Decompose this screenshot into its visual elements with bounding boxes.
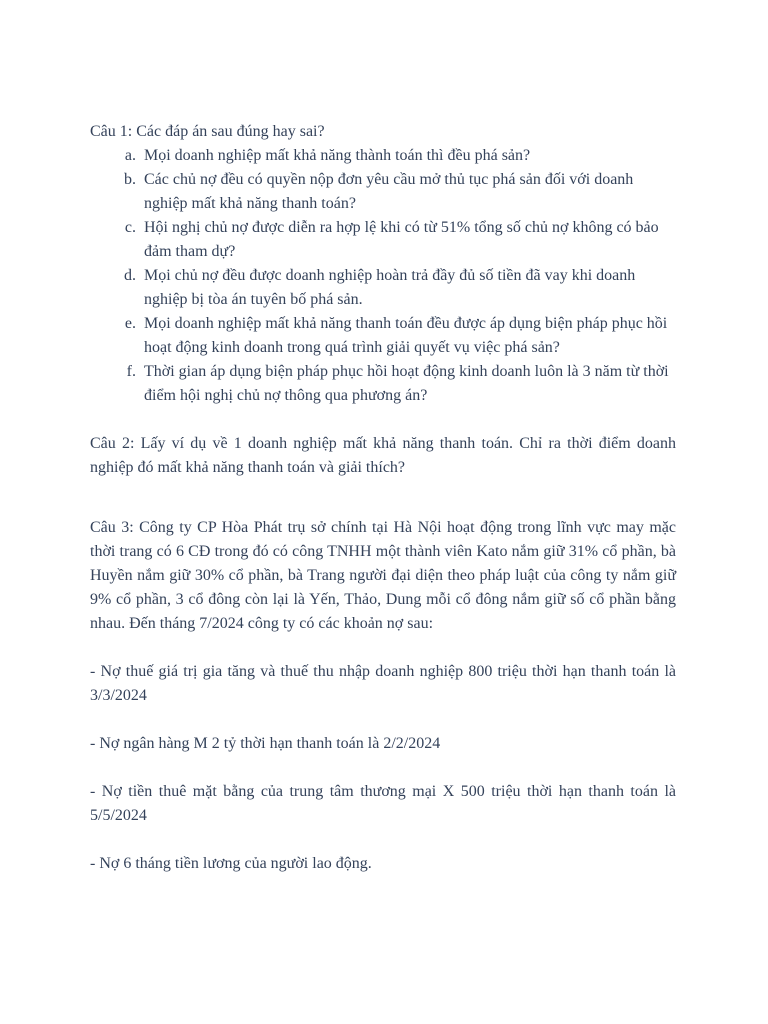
option-letter: e. xyxy=(124,315,136,332)
spacer xyxy=(90,480,676,516)
option-letter: c. xyxy=(124,219,136,236)
option-letter: f. xyxy=(126,363,136,380)
spacer xyxy=(90,756,676,780)
option-f xyxy=(90,360,676,408)
option-d xyxy=(90,264,676,312)
spacer xyxy=(90,636,676,660)
question-2-text: Câu 2: Lấy ví dụ về 1 doanh nghiệp mất khả năng thanh toán. Chỉ ra thời điểm doanh nghiệp đó mất khả năng thanh toán và giải thích? xyxy=(90,435,676,476)
option-text: Mọi doanh nghiệp mất khả năng thành toán thì đều phá sản? xyxy=(144,147,531,164)
option-letter: d. xyxy=(124,267,136,284)
option-text: Mọi chủ nợ đều được doanh nghiệp hoàn trả đầy đủ số tiền đã vay khi doanh nghiệp bị tòa án tuyên bố phá sản. xyxy=(144,267,636,308)
debt-item: - Nợ tiền thuê mặt bằng của trung tâm thương mại X 500 triệu thời hạn thanh toán là 5/5/2024 xyxy=(90,783,676,824)
debt-item: - Nợ 6 tháng tiền lương của người lao động. xyxy=(90,855,372,872)
question-1-heading: Câu 1: Các đáp án sau đúng hay sai? xyxy=(90,123,325,140)
question-3-text: Câu 3: Công ty CP Hòa Phát trụ sở chính tại Hà Nội hoạt động trong lĩnh vực may mặc thời trang có 6 CĐ trong đó có công TNHH một thành viên Kato nắm giữ 31% cổ phần, bà Huyền nắm giữ 30% cổ phần, bà Trang người đại diện theo pháp luật của công ty nắm giữ 9% cổ phần, 3 cổ đông còn lại là Yến, Thảo, Dung mỗi cổ đông nắm giữ số cổ phần bằng nhau. Đến tháng 7/2024 công ty có các khoản nợ sau: xyxy=(90,519,676,632)
document-content xyxy=(90,120,676,876)
option-text: Các chủ nợ đều có quyền nộp đơn yêu cầu mở thủ tục phá sản đối với doanh nghiệp mất khả năng thanh toán? xyxy=(144,171,634,212)
question-1-options xyxy=(90,144,676,408)
spacer xyxy=(90,408,676,432)
option-text: Thời gian áp dụng biện pháp phục hồi hoạt động kinh doanh luôn là 3 năm từ thời điểm hội nghị chủ nợ thông qua phương án? xyxy=(144,363,669,404)
spacer xyxy=(90,828,676,852)
debt-item: - Nợ ngân hàng M 2 tỷ thời hạn thanh toán là 2/2/2024 xyxy=(90,735,441,752)
spacer xyxy=(90,708,676,732)
option-text: Mọi doanh nghiệp mất khả năng thanh toán đều được áp dụng biện pháp phục hồi hoạt động kinh doanh trong quá trình giải quyết vụ việc phá sản? xyxy=(144,315,668,356)
option-b xyxy=(90,168,676,216)
debt-item: - Nợ thuế giá trị gia tăng và thuế thu nhập doanh nghiệp 800 triệu thời hạn thanh toán là 3/3/2024 xyxy=(90,663,676,704)
option-e xyxy=(90,312,676,360)
option-letter: a. xyxy=(124,147,136,164)
option-a xyxy=(90,144,676,168)
option-letter: b. xyxy=(124,171,136,188)
option-text: Hội nghị chủ nợ được diễn ra hợp lệ khi có từ 51% tổng số chủ nợ không có bảo đảm tham dự? xyxy=(144,219,659,260)
option-c xyxy=(90,216,676,264)
